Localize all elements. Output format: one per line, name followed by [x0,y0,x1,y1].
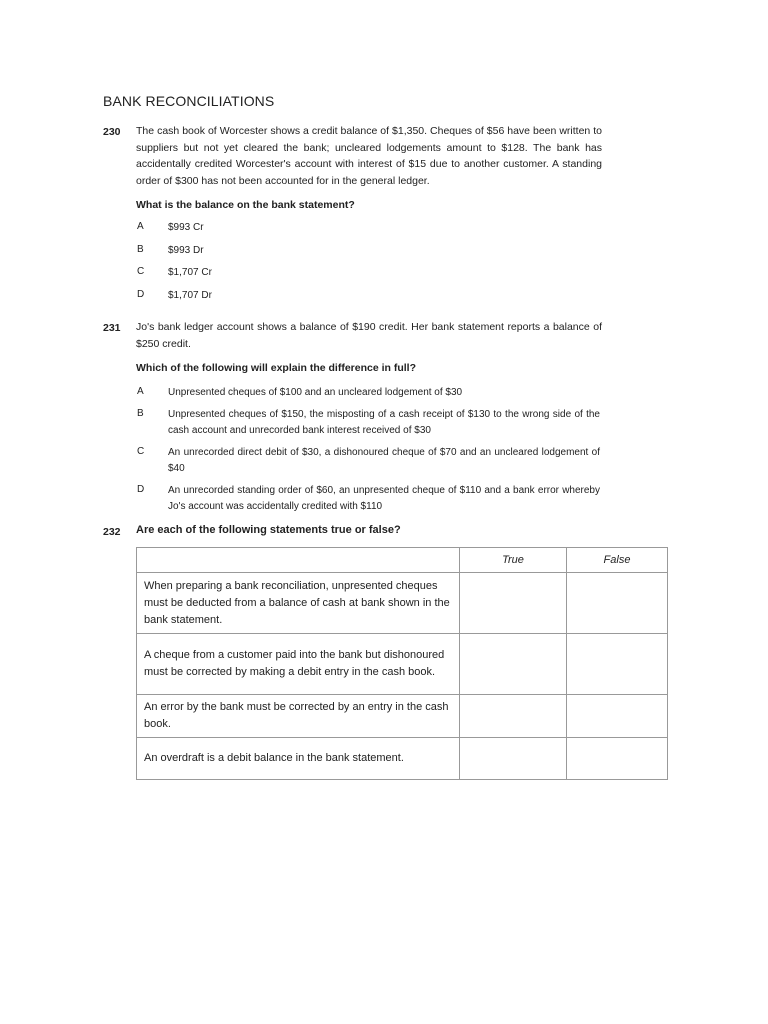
question-prompt-231: Which of the following will explain the difference in full? [136,362,417,374]
true-answer-cell[interactable] [460,573,567,634]
statement-cell: When preparing a bank reconciliation, unpresented cheques must be deducted from a balance of cash at bank shown in the bank statement. [137,573,460,634]
false-answer-cell[interactable] [567,738,668,780]
table-header-true: True [460,548,567,573]
option-text: An unrecorded direct debit of $30, a dishonoured cheque of $70 and an uncleared lodgement of $40 [168,447,600,474]
statement-cell: An error by the bank must be corrected by an entry in the cash book. [137,695,460,738]
false-answer-cell[interactable] [567,573,668,634]
true-answer-cell[interactable] [460,634,567,695]
false-answer-cell[interactable] [567,695,668,738]
statement-cell: An overdraft is a debit balance in the bank statement. [137,738,460,780]
question-text-231: Jo's bank ledger account shows a balance of $190 credit. Her bank statement reports a balance of $250 credit. [136,321,602,350]
table-row [137,695,668,738]
option-text: $1,707 Dr [168,290,212,301]
true-false-table [136,547,668,780]
table-header-false: False [567,548,668,573]
table-row [137,573,668,634]
option-letter: B [137,244,144,255]
option-text: An unrecorded standing order of $60, an unpresented cheque of $110 and a bank error whereby Jo's account was accidentally credited with $110 [168,485,600,512]
section-heading: BANK RECONCILIATIONS [103,93,275,109]
table-row [137,634,668,695]
question-number-232: 232 [103,526,121,538]
option-letter: D [137,484,145,495]
option-letter: D [137,289,145,300]
option-text: $1,707 Cr [168,267,212,278]
table-header-row [137,548,668,573]
question-number-230: 230 [103,126,121,138]
option-letter: A [137,221,144,232]
option-text: Unpresented cheques of $100 and an uncleared lodgement of $30 [168,387,463,398]
table-header-blank [137,548,460,573]
option-letter: B [137,408,144,419]
table-row [137,738,668,780]
question-prompt-230: What is the balance on the bank statement? [136,199,355,211]
statement-cell: A cheque from a customer paid into the bank but dishonoured must be corrected by making a debit entry in the cash book. [137,634,460,695]
true-answer-cell[interactable] [460,695,567,738]
option-letter: C [137,446,145,457]
option-text: $993 Cr [168,222,204,233]
question-text-230: The cash book of Worcester shows a credit balance of $1,350. Cheques of $56 have been written to suppliers but not yet cleared the bank; uncleared lodgements amount to $128. The bank has accidentally credited Worcester's account with interest of $15 due to another customer. A standing order of $300 has not been accounted for in the general ledger. [136,125,602,187]
false-answer-cell[interactable] [567,634,668,695]
option-letter: C [137,266,145,277]
question-number-231: 231 [103,322,121,334]
option-text: $993 Dr [168,245,204,256]
true-answer-cell[interactable] [460,738,567,780]
option-text: Unpresented cheques of $150, the misposting of a cash receipt of $130 to the wrong side of the cash account and unrecorded bank interest received of $30 [168,409,600,436]
option-letter: A [137,386,144,397]
question-title-232: Are each of the following statements true or false? [136,524,401,536]
